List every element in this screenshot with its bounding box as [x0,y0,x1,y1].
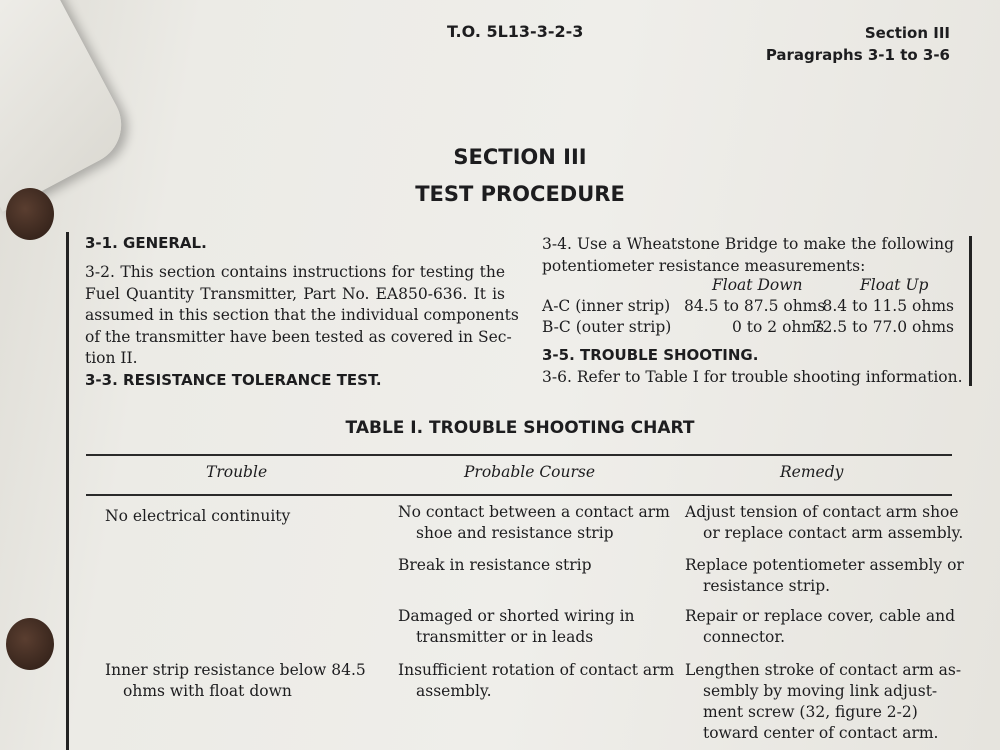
heading-resistance-tolerance: 3-3. RESISTANCE TOLERANCE TEST. [85,371,382,389]
measurement-up: 72.5 to 77.0 ohms [812,318,954,336]
change-bar-right [969,236,972,386]
trouble-cell [105,660,366,702]
cell-line: Damaged or shorted wiring in [398,607,635,625]
cause-cell [398,555,592,576]
paragraph-line: of the transmitter have been tested as covered in Sec- [85,327,512,346]
remedy-cell [685,606,955,648]
paragraph-line: assumed in this section that the individual components [85,306,519,324]
cell-line: Break in resistance strip [398,556,592,574]
cause-cell [398,660,674,702]
measurement-up: 8.4 to 11.5 ohms [822,297,954,315]
cell-line: transmitter or in leads [416,628,594,646]
paragraphs-label: Paragraphs 3-1 to 3-6 [765,46,950,64]
section-title: SECTION III [453,145,587,169]
cell-line: ohms with float down [123,682,292,700]
cell-line: Adjust tension of contact arm shoe [685,503,959,521]
measurement-header-row [542,275,954,296]
cell-line: No electrical continuity [105,507,291,525]
heading-trouble-shooting: 3-5. TROUBLE SHOOTING. [542,346,759,364]
trouble-cell [105,506,290,527]
measurement-down: 84.5 to 87.5 ohms [684,297,826,315]
remedy-cell [685,660,961,744]
measurement-label: A-C (inner strip) [542,297,671,315]
paragraph-3-4 [542,233,954,277]
table-title: TABLE I. TROUBLE SHOOTING CHART [345,418,695,438]
cell-line: Lengthen stroke of contact arm as- [685,661,962,679]
cell-line: ment screw (32, figure 2-2) [703,703,918,721]
cell-line: Replace potentiometer assembly or [685,556,964,574]
paragraph-3-2 [85,262,519,370]
cell-line: shoe and resistance strip [416,524,614,542]
table-header-rule [86,494,952,496]
paragraph-3-6: 3-6. Refer to Table I for trouble shooting information. [542,368,963,386]
cell-line: Repair or replace cover, cable and [685,607,956,625]
measurement-down: 0 to 2 ohms [732,318,825,336]
measurement-row [542,296,954,317]
paragraph-line: 3-4. Use a Wheatstone Bridge to make the following [542,235,954,253]
measurement-row [542,317,954,338]
remedy-cell [685,555,964,597]
paragraph-line: tion II. [85,349,138,367]
cause-cell [398,502,670,544]
paragraph-line: potentiometer resistance measurements: [542,257,866,275]
cell-line: toward center of contact arm. [703,724,939,742]
cell-line: assembly. [416,682,492,700]
col-float-down: Float Down [712,276,803,294]
cell-line: sembly by moving link adjust- [703,682,938,700]
binder-hole-icon [6,618,54,670]
col-float-up: Float Up [860,276,929,294]
previous-page-corner [0,0,135,212]
cause-cell [398,606,635,648]
paragraph-line: Fuel Quantity Transmitter, Part No. EA850-636. It is [85,284,505,303]
cell-line: or replace contact arm assembly. [703,524,964,542]
heading-general: 3-1. GENERAL. [85,234,207,252]
cell-line: Insufficient rotation of contact arm [398,661,675,679]
cell-line: resistance strip. [703,577,831,595]
section-subtitle: TEST PROCEDURE [415,182,625,206]
table-top-rule [86,454,952,456]
header-trouble: Trouble [206,463,268,481]
remedy-cell [685,502,963,544]
document-number: T.O. 5L13-3-2-3 [447,22,584,41]
cell-line: connector. [703,628,786,646]
header-remedy: Remedy [780,463,844,481]
cell-line: No contact between a contact arm [398,503,670,521]
section-reference [766,22,950,66]
measurement-label: B-C (outer strip) [542,318,672,336]
paragraph-line: 3-2. This section contains instructions for testing the [85,263,505,281]
header-probable-course: Probable Course [464,463,596,481]
section-label: Section III [864,24,950,42]
change-bar-left [66,232,69,750]
measurement-table [542,275,954,338]
cell-line: Inner strip resistance below 84.5 [105,661,366,679]
